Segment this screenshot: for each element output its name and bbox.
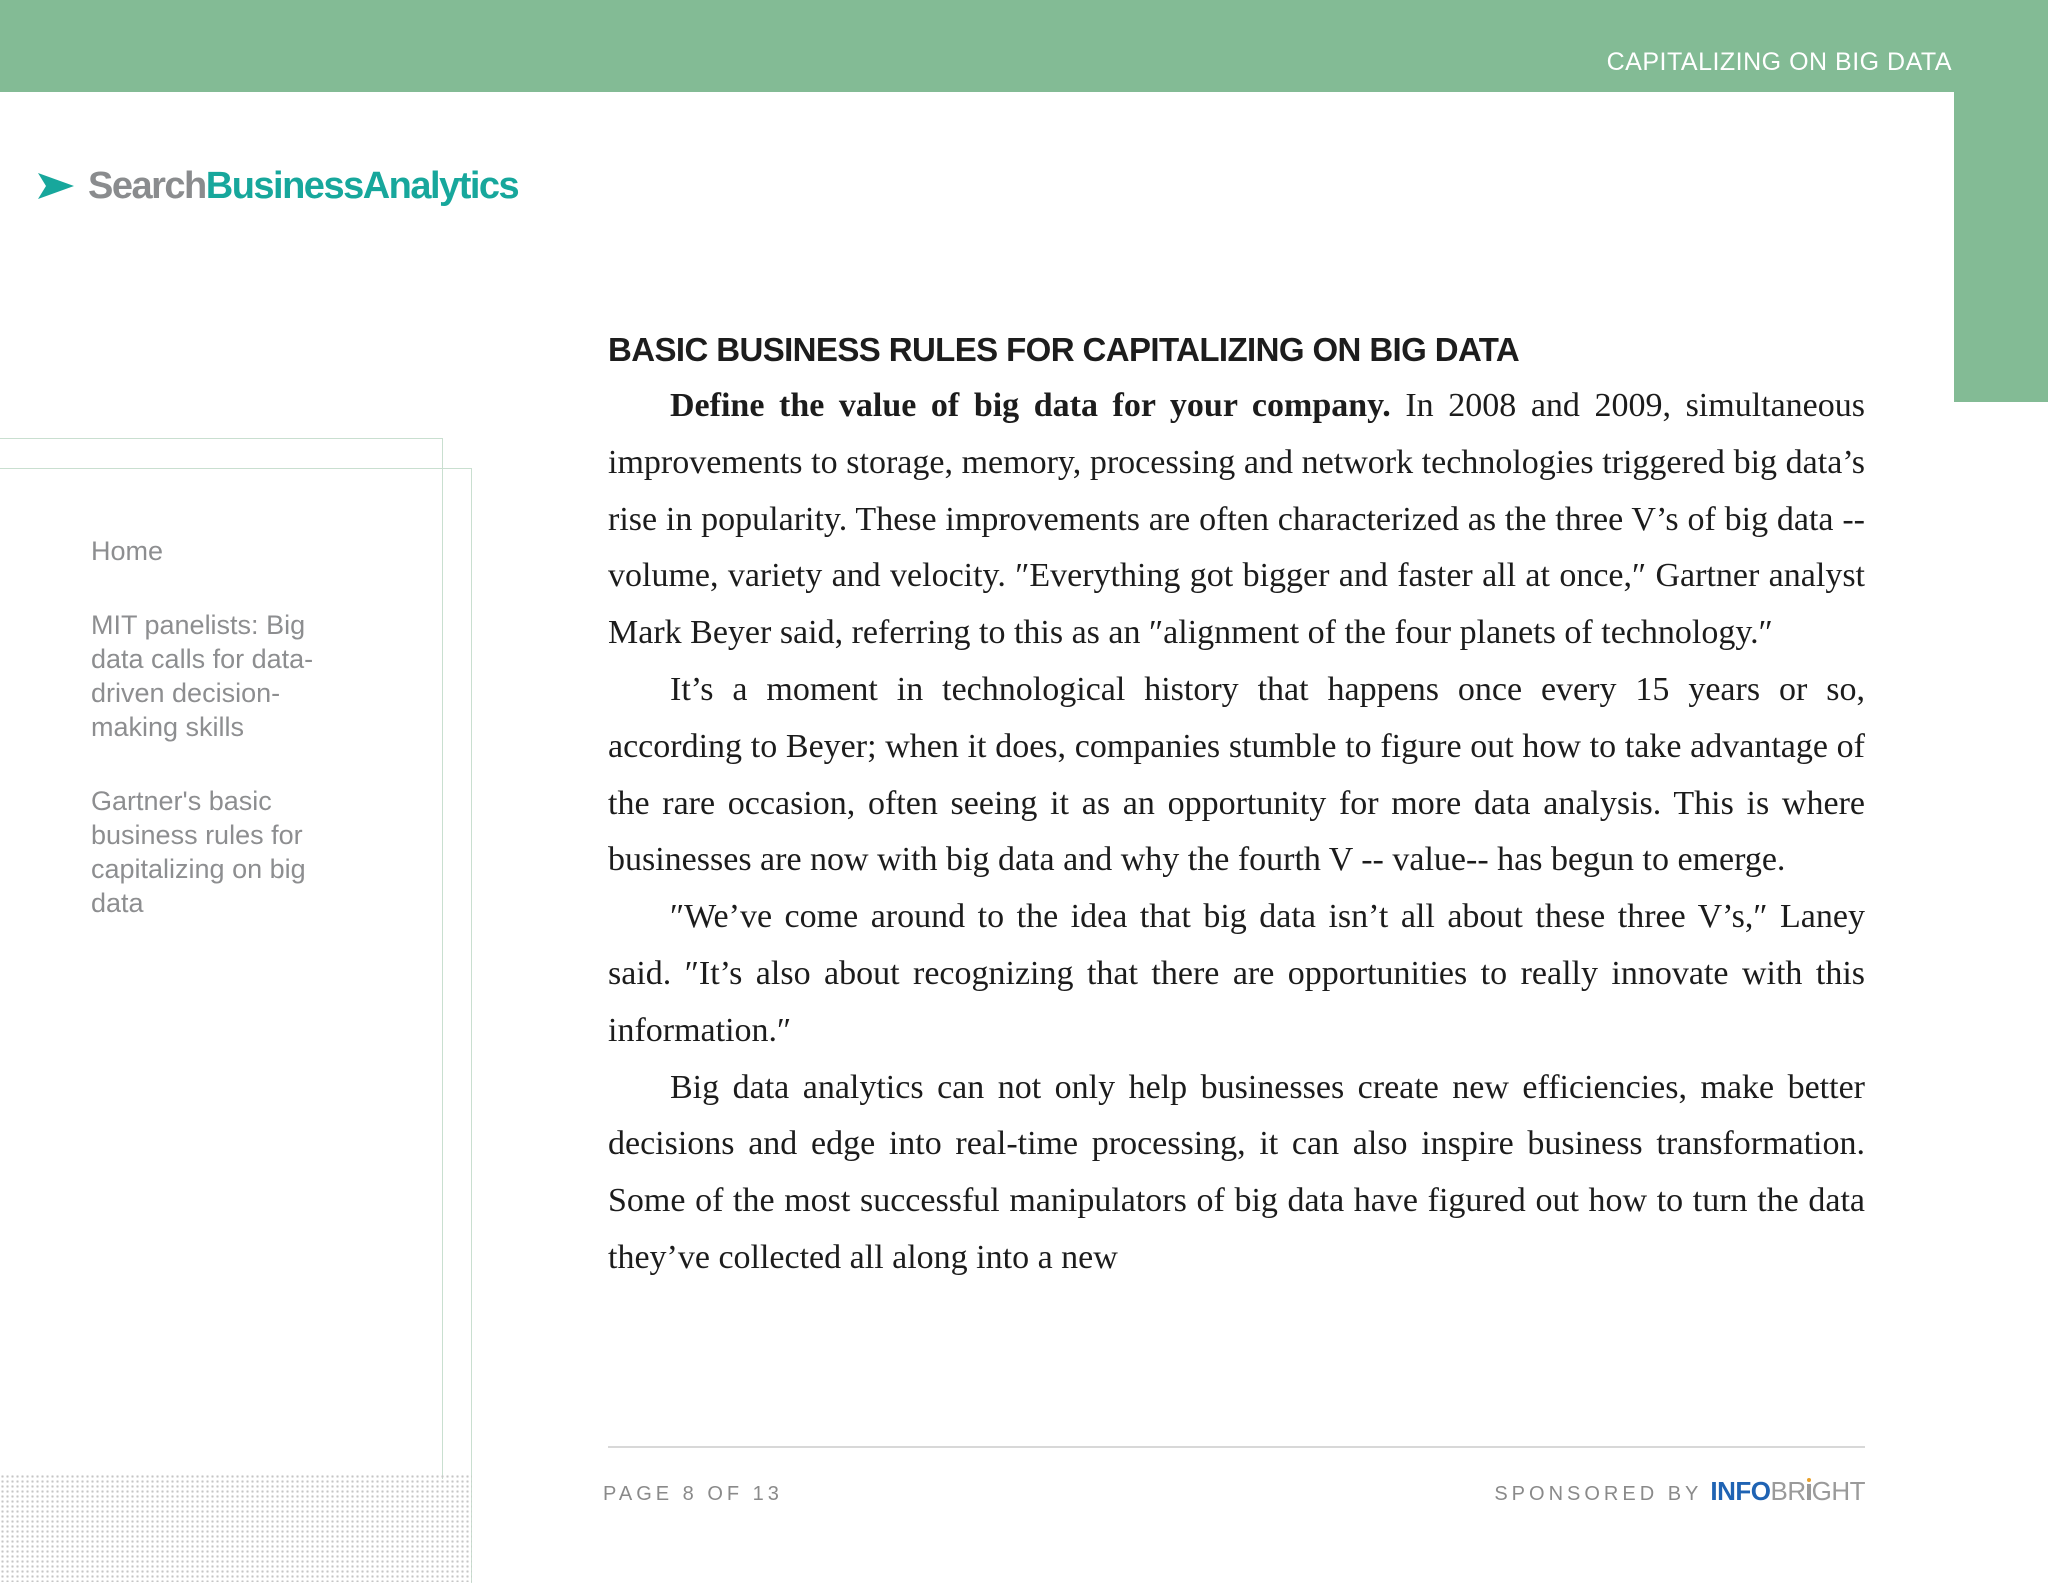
- sidebar-nav: [91, 534, 351, 960]
- brand-logo[interactable]: [36, 158, 518, 214]
- sponsor-credit: [1494, 1476, 1865, 1507]
- sponsored-by-label: SPONSORED BY: [1494, 1483, 1703, 1505]
- top-banner: [0, 0, 2048, 92]
- brand-logo-search: Search: [88, 165, 206, 207]
- sponsor-logo[interactable]: [1710, 1476, 1865, 1507]
- document-title: CAPITALIZING ON BIG DATA: [1606, 48, 1952, 76]
- article-paragraph-2: It’s a moment in technological history that happens once every 15 years or so, according to Beyer; when it does, companies stumble to figure out how to take advantage of the rare occasion, often seeing it as an opportunity for more data analysis. This is where businesses are now with big data and why the fourth V -- value-- has begun to emerge.: [608, 670, 1865, 879]
- sidebar-item-home[interactable]: Home: [91, 536, 164, 566]
- sponsor-logo-ght: GHT: [1811, 1476, 1865, 1506]
- arrow-right-icon: [36, 170, 76, 202]
- sidebar-item-mit-panelists[interactable]: MIT panelists: Big data calls for data-driven decision-making skills: [91, 610, 314, 742]
- sidebar-item-gartner-rules[interactable]: Gartner's basic business rules for capitalizing on big data: [91, 786, 306, 918]
- article-body: [608, 378, 1865, 1287]
- dot-pattern: [0, 1474, 472, 1582]
- article-heading: BASIC BUSINESS RULES FOR CAPITALIZING ON BIG DATA: [608, 331, 1520, 368]
- article-paragraph-1: [608, 378, 1865, 662]
- article-paragraph-4: Big data analytics can not only help businesses create new efficiencies, make better decisions and edge into real-time processing, it can also inspire business transformation. Some of the most successful manipulators of big data have figured out how to turn the data they’ve collected all along into a new: [608, 1068, 1865, 1276]
- brand-logo-text: [88, 158, 518, 214]
- paragraph-1-text: In 2008 and 2009, simultaneous improvements to storage, memory, processing and network technologies triggered big data’s rise in popularity. These improvements are often characterized as the three V’s of big data -- volume, variety and velocity. ″Everything got bigger and faster all at once,″ Gartner analyst Mark Beyer said, referring to this as an ″alignment of the four planets of technology.″: [608, 387, 1865, 652]
- brand-logo-business-analytics: BusinessAnalytics: [205, 165, 519, 207]
- side-accent-tab: [1954, 92, 2048, 402]
- lead-in-bold: Define the value of big data for your company.: [670, 387, 1391, 424]
- page-number: PAGE 8 OF 13: [603, 1483, 783, 1505]
- article-paragraph-3: ″We’ve come around to the idea that big data isn’t all about these three V’s,″ Laney said. ″It’s also about recognizing that there are opportunities to really innovate with this information.″: [608, 898, 1865, 1049]
- sponsor-logo-i-mark: [1806, 1480, 1812, 1500]
- sponsor-logo-br: BR: [1770, 1476, 1806, 1506]
- sponsor-logo-info: INFO: [1710, 1476, 1771, 1506]
- footer-divider: [608, 1446, 1865, 1448]
